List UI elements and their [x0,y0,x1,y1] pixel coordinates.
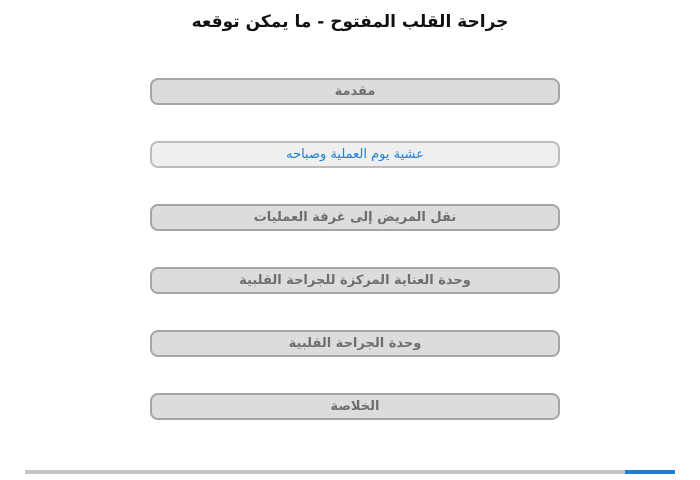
menu-item-eve-and-morning-of-surgery[interactable]: عشية يوم العملية وصباحه [150,141,560,168]
progress-bar [25,470,675,474]
page-title: جراحة القلب المفتوح - ما يمكن توقعه [191,12,509,32]
chapter-menu [150,78,560,456]
menu-item-transfer-to-operating-room[interactable]: نقل المريض إلى غرفة العمليات [150,204,560,231]
menu-item-introduction[interactable]: مقدمة [150,78,560,105]
menu-item-cardiac-icu[interactable]: وحدة العناية المركزة للجراحة القلبية [150,267,560,294]
menu-item-cardiac-surgery-unit[interactable]: وحدة الجراحة القلبية [150,330,560,357]
menu-item-summary[interactable]: الخلاصة [150,393,560,420]
progress-bar-fill [625,470,675,474]
